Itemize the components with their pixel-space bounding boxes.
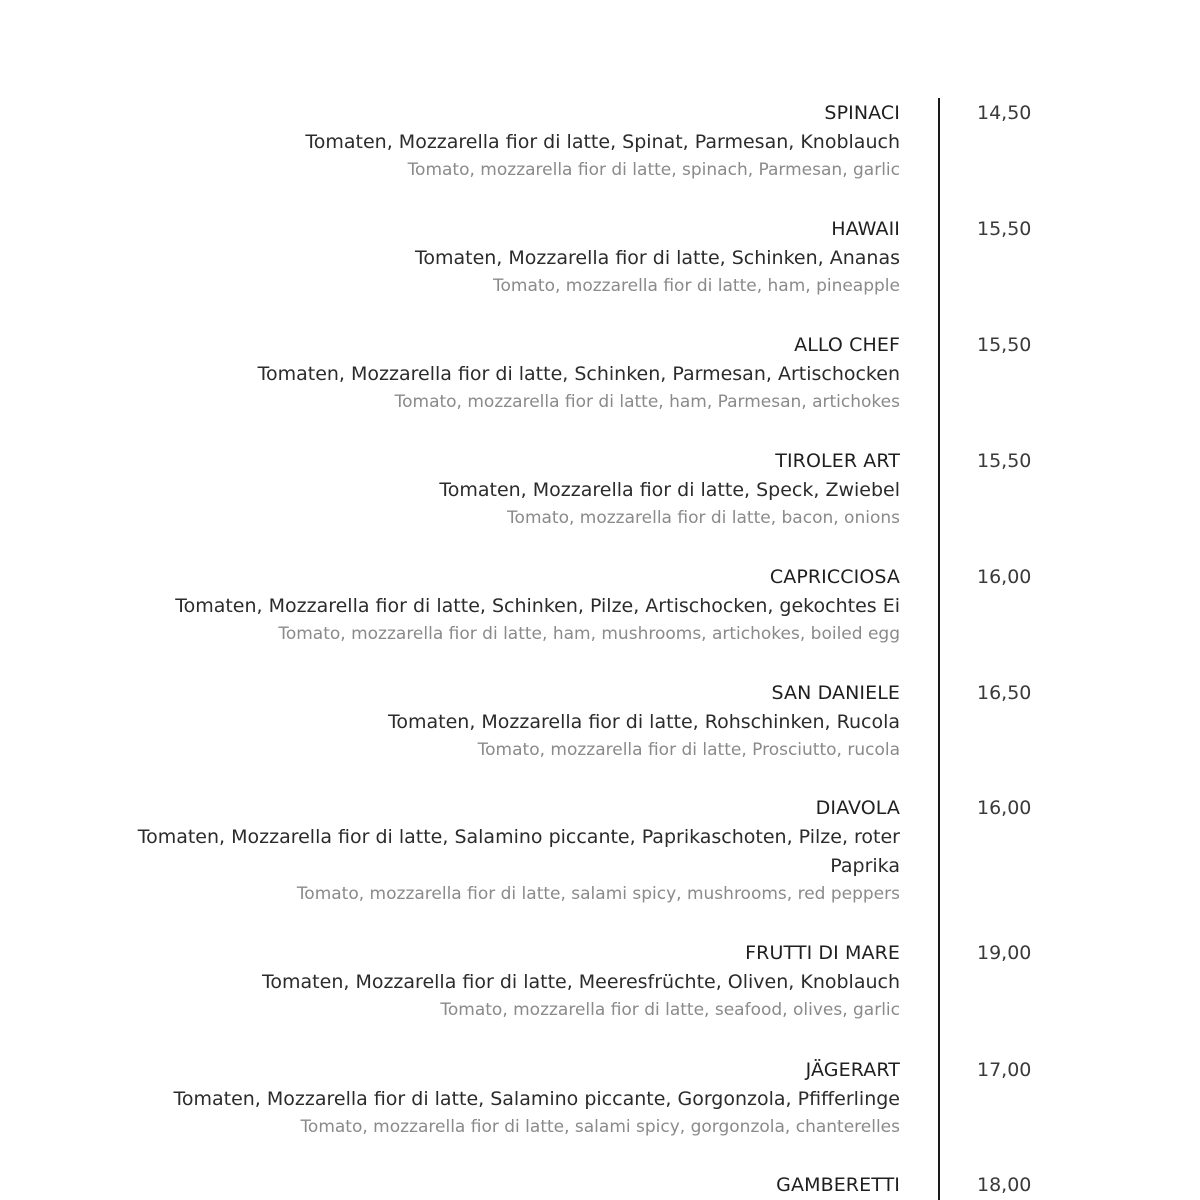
dish-description-german: Tomaten, Mozzarella fior di latte, Salamino piccante, Gorgonzola, Pfifferlinge (173, 1088, 900, 1110)
dish-description-german: Tomaten, Mozzarella fior di latte, Speck, Zwiebel (439, 479, 900, 501)
dish-price: 14,50 (977, 102, 1032, 124)
dish-name: HAWAII (831, 218, 900, 240)
dish-name: TIROLER ART (775, 450, 900, 472)
dish-name: SPINACI (824, 102, 900, 124)
dish-name: ALLO CHEF (794, 334, 900, 356)
dish-name: DIAVOLA (815, 797, 900, 819)
dish-description-german: Tomaten, Mozzarella fior di latte, Rohschinken, Rucola (388, 711, 900, 733)
dish-name: GAMBERETTI (776, 1174, 900, 1196)
dish-description-english: Tomato, mozzarella fior di latte, seafood, olives, garlic (440, 1000, 900, 1020)
dish-description-english: Tomato, mozzarella fior di latte, Prosciutto, rucola (477, 740, 900, 760)
dish-description-english: Tomato, mozzarella fior di latte, spinach, Parmesan, garlic (407, 160, 900, 180)
dish-description-english: Tomato, mozzarella fior di latte, ham, pineapple (493, 276, 900, 296)
dish-price: 17,00 (977, 1059, 1032, 1081)
dish-description-german: Tomaten, Mozzarella fior di latte, Schinken, Ananas (414, 247, 900, 269)
dish-name: SAN DANIELE (771, 682, 900, 704)
dish-description-english: Tomato, mozzarella fior di latte, bacon, onions (507, 508, 900, 528)
dish-description-german: Tomaten, Mozzarella fior di latte, Meeresfrüchte, Oliven, Knoblauch (262, 971, 900, 993)
menu-column-divider (938, 98, 940, 1200)
dish-description-english: Tomato, mozzarella fior di latte, salami spicy, mushrooms, red peppers (296, 884, 900, 904)
dish-description-german: Tomaten, Mozzarella fior di latte, Schinken, Pilze, Artischocken, gekochtes Ei (175, 595, 900, 617)
dish-price: 18,00 (977, 1174, 1032, 1196)
dish-price: 19,00 (977, 942, 1032, 964)
dish-description-english: Tomato, mozzarella fior di latte, salami spicy, gorgonzola, chanterelles (300, 1117, 900, 1137)
dish-name: JÄGERART (805, 1059, 900, 1081)
dish-name: CAPRICCIOSA (769, 566, 900, 588)
dish-description-german: Tomaten, Mozzarella fior di latte, Spinat, Parmesan, Knoblauch (305, 131, 900, 153)
dish-price: 16,00 (977, 797, 1032, 819)
dish-price: 15,50 (977, 334, 1032, 356)
dish-name: FRUTTI DI MARE (745, 942, 900, 964)
dish-description-german: Tomaten, Mozzarella fior di latte, Salamino piccante, Paprikaschoten, Pilze, roter Paprika (137, 826, 900, 877)
dish-description-german: Tomaten, Mozzarella fior di latte, Schinken, Parmesan, Artischocken (257, 363, 900, 385)
dish-price: 16,50 (977, 682, 1032, 704)
dish-price: 15,50 (977, 450, 1032, 472)
dish-description-english: Tomato, mozzarella fior di latte, ham, Parmesan, artichokes (394, 392, 900, 412)
dish-price: 16,00 (977, 566, 1032, 588)
dish-price: 15,50 (977, 218, 1032, 240)
dish-description-english: Tomato, mozzarella fior di latte, ham, mushrooms, artichokes, boiled egg (278, 624, 900, 644)
